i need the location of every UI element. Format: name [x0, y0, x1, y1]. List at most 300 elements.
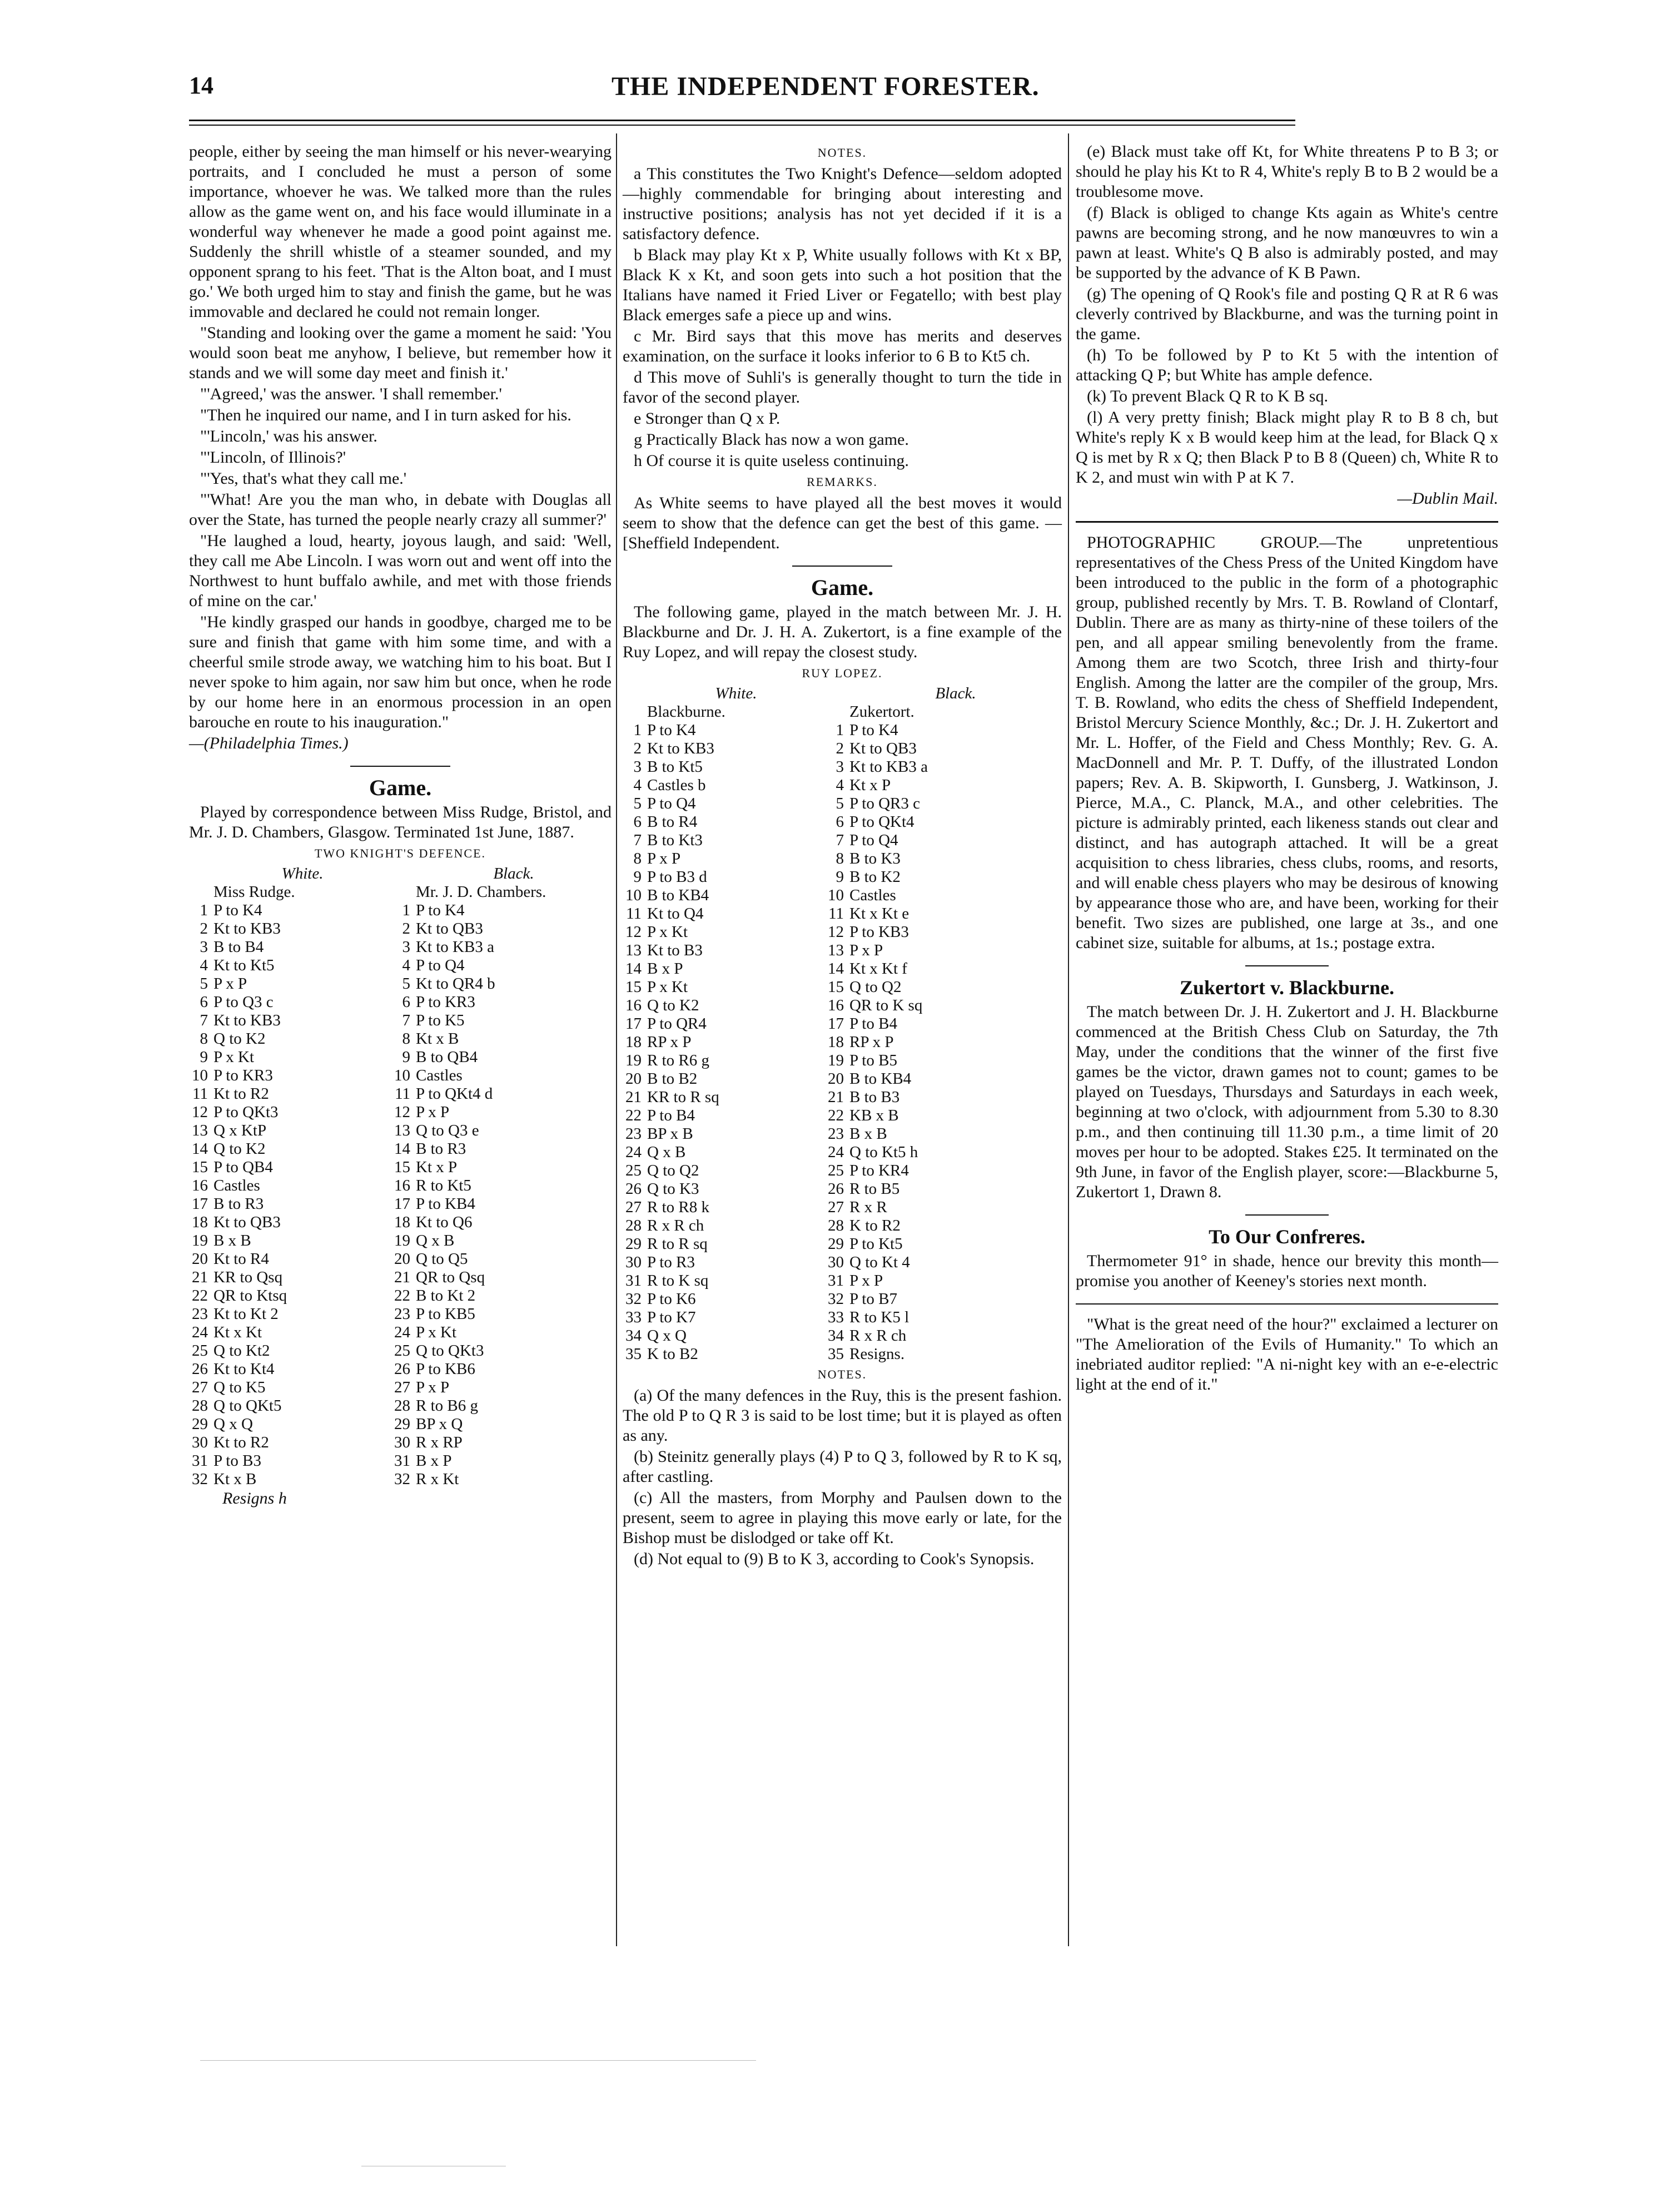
move-number: 18: [394, 1213, 410, 1231]
move-row: [623, 905, 1062, 923]
move-number: 1: [836, 721, 844, 739]
lincoln-story-para-4: "Then he inquired our name, and I in turn asked for his.: [200, 406, 571, 424]
move-number: 29: [828, 1235, 844, 1253]
black-move: Q to QKt3: [416, 1342, 484, 1360]
move-number: 33: [828, 1308, 844, 1326]
black-move: P x P: [416, 1378, 450, 1396]
lincoln-story-para-8: "'What! Are you the man who, in debate with Douglas all over the State, has turned the people nearly crazy all summer?': [189, 490, 612, 529]
white-move: Kt to Kt4: [213, 1360, 275, 1378]
note-e: e Stronger than Q x P.: [634, 409, 781, 428]
note-c: c Mr. Bird says that this move has merits and deserves examination, on the surface it looks inferior to 6 B to Kt5 ch.: [623, 327, 1062, 365]
move-number: 27: [828, 1198, 844, 1216]
faint-scan-line: [200, 2060, 756, 2061]
black-move: Q to Q2: [849, 978, 902, 996]
move-row: [623, 868, 1062, 886]
black-move: P to K4: [416, 901, 465, 919]
game-1-result: Resigns h: [222, 1489, 287, 1507]
white-move: B to R3: [213, 1195, 264, 1213]
move-row: [623, 1162, 1062, 1180]
move-number: 17: [394, 1195, 410, 1213]
move-number: 24: [828, 1143, 844, 1161]
section-rule: [792, 566, 892, 567]
white-move: Kt to Q4: [647, 905, 704, 923]
white-move: B to Kt3: [647, 831, 703, 849]
header-rule-top: [189, 120, 1295, 121]
white-move: P x Kt: [647, 978, 688, 996]
black-move: B x B: [849, 1125, 887, 1143]
ruy-note-h: (h) To be followed by P to Kt 5 with the intention of attacking Q P; but White has ample defence.: [1076, 346, 1498, 384]
note-b: b Black may play Kt x P, White usually follows with Kt x BP, Black K x Kt, and soon gets into such a hot position that the Italians have named it Fried Liver or Fegatello; with best play Black emerges safe a piece up and wins.: [623, 246, 1062, 324]
white-move: B to KB4: [647, 886, 709, 904]
move-row: [189, 1323, 612, 1342]
black-move: R x R: [849, 1198, 887, 1216]
black-move: B to Kt 2: [416, 1287, 476, 1305]
move-number: 12: [394, 1103, 410, 1121]
move-number: 8: [836, 850, 844, 867]
move-row: [623, 1290, 1062, 1308]
white-move: KR to R sq: [647, 1088, 719, 1106]
lincoln-story-para-7: "'Yes, that's what they call me.': [200, 469, 407, 488]
black-move: P to Kt5: [849, 1235, 903, 1253]
move-row: [623, 1033, 1062, 1052]
move-number: 19: [192, 1232, 208, 1249]
move-row: [623, 1125, 1062, 1143]
game-2-moves: [623, 685, 1062, 1363]
move-number: 18: [192, 1213, 208, 1231]
black-move: QR to Qsq: [416, 1268, 485, 1286]
black-move: R x R ch: [849, 1327, 907, 1345]
lincoln-story-para-6: "'Lincoln, of Illinois?': [200, 448, 346, 467]
white-move: Kt to KB3: [647, 740, 714, 757]
section-rule: [1076, 1303, 1498, 1305]
lincoln-story-para-10: "He kindly grasped our hands in goodbye, charged me to be sure and finish that game with him some time, and with a cheerful smile strode away, we watching him to his boat. But I never spoke to him again, nor saw him but once, when he rode by our home here in an enormous procession in an open barouche en route to his inauguration.": [189, 613, 612, 731]
move-number: 24: [625, 1143, 642, 1161]
black-move: Kt to QB3: [849, 740, 917, 757]
black-move: P to KB3: [849, 923, 909, 941]
move-number: 28: [192, 1397, 208, 1415]
black-label: Black.: [935, 685, 976, 702]
note-g: g Practically Black has now a won game.: [634, 430, 909, 449]
move-row: [623, 886, 1062, 905]
black-move: Castles: [416, 1067, 463, 1084]
move-number: 33: [625, 1308, 642, 1326]
game-2-opening: RUY LOPEZ.: [802, 666, 883, 680]
move-row: [623, 1345, 1062, 1363]
header-rule-bottom: [189, 125, 1295, 126]
move-number: 7: [633, 831, 642, 849]
black-move: P to B7: [849, 1290, 897, 1308]
move-row: [189, 1067, 612, 1085]
move-row: [189, 938, 612, 956]
move-number: 31: [192, 1452, 208, 1470]
move-number: 14: [394, 1140, 410, 1158]
white-move: P to B4: [647, 1107, 695, 1124]
move-number: 13: [625, 941, 642, 959]
move-number: 34: [625, 1327, 642, 1345]
white-move: P to Q3 c: [213, 993, 274, 1011]
white-move: Kt to Kt 2: [213, 1305, 279, 1323]
move-row: [623, 1143, 1062, 1162]
white-move: Q x Q: [647, 1327, 687, 1345]
move-number: 2: [836, 740, 844, 757]
move-number: 4: [402, 956, 410, 974]
move-number: 23: [828, 1125, 844, 1143]
move-number: 17: [625, 1015, 642, 1033]
black-move: B to QB4: [416, 1048, 478, 1066]
black-move: Kt to KB3 a: [416, 938, 494, 956]
move-number: 5: [200, 975, 208, 993]
move-row: [189, 1085, 612, 1103]
move-number: 25: [394, 1342, 410, 1360]
move-number: 20: [192, 1250, 208, 1268]
move-number: 27: [192, 1378, 208, 1396]
move-number: 18: [625, 1033, 642, 1051]
column-divider-1: [616, 133, 617, 1946]
move-number: 14: [625, 960, 642, 978]
move-number: 28: [828, 1217, 844, 1234]
white-move: P to QR4: [647, 1015, 707, 1033]
remarks-text: As White seems to have played all the best moves it would seem to show that the defence can get the best of this game. —[Sheffield Independent.: [623, 494, 1062, 552]
move-number: 29: [192, 1415, 208, 1433]
move-row: [189, 1122, 612, 1140]
move-number: 22: [192, 1287, 208, 1305]
white-move: RP x P: [647, 1033, 692, 1051]
black-move: BP x Q: [416, 1415, 463, 1433]
photographic-group-para: PHOTOGRAPHIC GROUP.—The unpretentious representatives of the Chess Press of the United Kingdom have been introduced to the public in the form of a photographic group, published recently by Mrs. T. B. Rowland of Clontarf, Dublin. There are as many as thirty-nine of these toilers of the pen, and all appear smiling benevolently from the frame. Among them are two Scotch, three Irish and thirty-four English. Among the latter are the compiler of the group, Mrs. T. B. Rowland, who edits the chess of Sheffield Independent, Bristol Mercury Science Monthly, &c.; Dr. J. H. Zukertort and Mr. L. Hoffer, of the Field and Chess Monthly; Rev. G. A. MacDonnell and Mr. P. T. Duffy, of the illustrated London papers; Rev. A. B. Skipworth, I. Gunsberg, J. Watkinson, J. Pierce, M.A., C. Planck, M.A., and other celebrities. The picture is admirably printed, each likeness stands out clear and distinct, and has autograph attached. It will be a great acquisition to chess libraries, chess clubs, rooms, and resorts, and will enable chess players who may be desirous of knowing by appearance those who are, and have been, working for their benefit. Two sizes are published, one large at 3s., and one cabinet size, suitable for albums, at 1s.; postage extra.: [1076, 533, 1498, 952]
game-2-player-row: [623, 703, 1062, 721]
ruy-note-b: (b) Steinitz generally plays (4) P to Q 3, followed by R to K sq, after castling.: [623, 1447, 1062, 1486]
game-1-label-row: [189, 865, 612, 883]
move-number: 15: [828, 978, 844, 996]
white-label: White.: [715, 685, 757, 702]
move-number: 4: [633, 776, 642, 794]
black-move: K to R2: [849, 1217, 901, 1234]
move-number: 1: [402, 901, 410, 919]
move-number: 3: [200, 938, 208, 956]
move-row: [189, 1158, 612, 1177]
black-move: P to K5: [416, 1011, 465, 1029]
move-number: 2: [402, 920, 410, 938]
white-move: BP x B: [647, 1125, 693, 1143]
white-move: Castles: [213, 1177, 260, 1194]
move-row: [623, 1088, 1062, 1107]
white-move: P to QB4: [213, 1158, 273, 1176]
game-2-label-row: [623, 685, 1062, 703]
lincoln-story-para-2: "Standing and looking over the game a moment he said: 'You would soon beat me anyhow, I believe, but remember how it stands and we will some day meet and finish it.': [189, 324, 612, 382]
black-move: B x P: [416, 1452, 452, 1470]
white-move: P to QKt3: [213, 1103, 279, 1121]
white-move: Q x B: [647, 1143, 686, 1161]
white-player: Blackburne.: [647, 703, 725, 721]
white-move: P to B3: [213, 1452, 261, 1470]
white-move: Q to Kt2: [213, 1342, 270, 1360]
move-row: [189, 1452, 612, 1470]
white-move: B x B: [213, 1232, 251, 1249]
game-1-opening: TWO KNIGHT'S DEFENCE.: [314, 846, 486, 860]
move-number: 25: [828, 1162, 844, 1179]
lincoln-story-para-1: people, either by seeing the man himself or his never-wearying portraits, and I concluded he must a person of some importance, whoever he was. We talked more than the rules allow as the game went on, and his face would illuminate in a wonderful way whenever he made a good point against me. Suddenly the shrill whistle of a steamer sounded, and my opponent sprang to his feet. 'That is the Alton boat, and I must go.' We both urged him to stay and finish the game, but he was immovable and declared he could not remain longer.: [189, 142, 612, 321]
white-move: B to B4: [213, 938, 264, 956]
move-row: [189, 1232, 612, 1250]
white-move: Kt x B: [213, 1470, 257, 1488]
move-number: 13: [394, 1122, 410, 1139]
move-number: 31: [828, 1272, 844, 1289]
white-move: QR to Ktsq: [213, 1287, 287, 1305]
move-row: [189, 1305, 612, 1323]
white-player: Miss Rudge.: [213, 883, 295, 901]
white-move: KR to Qsq: [213, 1268, 283, 1286]
move-number: 22: [394, 1287, 410, 1305]
note-a: a This constitutes the Two Knight's Defence—seldom adopted—highly commendable for bringing about interesting and instructive positions; analysis has not yet decided if it is a satisfactory defence.: [623, 165, 1062, 243]
move-number: 24: [394, 1323, 410, 1341]
ruy-note-k: (k) To prevent Black Q R to K B sq.: [1087, 387, 1328, 405]
column-3: [1076, 142, 1498, 1396]
move-number: 10: [394, 1067, 410, 1084]
black-move: P to B5: [849, 1052, 897, 1069]
move-row: [623, 1217, 1062, 1235]
move-number: 35: [828, 1345, 844, 1363]
white-label: White.: [281, 865, 324, 882]
move-number: 21: [192, 1268, 208, 1286]
black-move: B to R3: [416, 1140, 466, 1158]
move-number: 21: [394, 1268, 410, 1286]
move-row: [623, 1180, 1062, 1198]
move-number: 23: [192, 1305, 208, 1323]
move-row: [189, 1470, 612, 1489]
move-number: 6: [633, 813, 642, 831]
black-move: P to B4: [849, 1015, 897, 1033]
move-row: [623, 1015, 1062, 1033]
move-number: 20: [394, 1250, 410, 1268]
move-number: 17: [828, 1015, 844, 1033]
move-number: 3: [402, 938, 410, 956]
move-row: [189, 1103, 612, 1122]
move-number: 25: [192, 1342, 208, 1360]
game-2-moves-table: [623, 685, 1062, 1363]
move-row: [623, 923, 1062, 941]
match-para: The match between Dr. J. H. Zukertort and J. H. Blackburne commenced at the British Chess Club on Saturday, the 7th May, under the conditions that the winner of the first five games be the victor, drawn games not to count; games to be played on Tuesdays, Thursdays and Saturdays in each week, beginning at two o'clock, with adjournment from 5.30 to 8.30 p.m., and then continuing till 11.30 p.m., a time limit of 20 moves per hour to be adopted. Stakes £25. It terminated on the 9th June, in favor of the English player, score:—Blackburne 5, Zukertort 1, Drawn 8.: [1076, 1003, 1498, 1201]
move-number: 15: [394, 1158, 410, 1176]
white-move: R to K sq: [647, 1272, 709, 1289]
move-number: 30: [394, 1434, 410, 1451]
black-move: P to KR3: [416, 993, 475, 1011]
page-number: 14: [189, 72, 213, 99]
move-number: 19: [828, 1052, 844, 1069]
notes-heading-1: NOTES.: [817, 146, 867, 160]
column-divider-2: [1068, 133, 1069, 1946]
move-number: 32: [394, 1470, 410, 1488]
move-number: 6: [200, 993, 208, 1011]
white-move: Q to K2: [213, 1140, 266, 1158]
move-number: 6: [402, 993, 410, 1011]
move-number: 10: [828, 886, 844, 904]
black-move: P x P: [849, 941, 883, 959]
black-move: Kt to Q6: [416, 1213, 473, 1231]
confreres-para: Thermometer 91° in shade, hence our brevity this month—promise you another of Keeney's stories next month.: [1076, 1252, 1498, 1290]
move-row: [623, 1272, 1062, 1290]
move-row: [623, 996, 1062, 1015]
white-move: Q to Q2: [647, 1162, 699, 1179]
black-move: R to K5 l: [849, 1308, 909, 1326]
white-move: Kt to B3: [647, 941, 703, 959]
white-move: Q to K5: [213, 1378, 266, 1396]
white-move: B to R4: [647, 813, 698, 831]
column-1: [189, 142, 612, 1510]
move-row: [189, 1360, 612, 1378]
move-number: 16: [625, 996, 642, 1014]
black-move: P to KB4: [416, 1195, 475, 1213]
move-number: 32: [192, 1470, 208, 1488]
move-row: [623, 1198, 1062, 1217]
ruy-note-a: (a) Of the many defences in the Ruy, this is the present fashion. The old P to Q R 3 is said to be lost time; but it is played as often as any.: [623, 1386, 1062, 1445]
move-number: 8: [633, 850, 642, 867]
black-move: Q to Q3 e: [416, 1122, 479, 1139]
move-row: [189, 1030, 612, 1048]
move-number: 20: [828, 1070, 844, 1088]
move-number: 11: [395, 1085, 410, 1103]
black-move: B to KB4: [849, 1070, 912, 1088]
game-1-player-row: [189, 883, 612, 901]
ruy-note-c: (c) All the masters, from Morphy and Paulsen down to the present, seem to agree in playing this move early or late, for the Bishop must be dislodged or take off Kt.: [623, 1489, 1062, 1547]
game-heading-1: Game.: [369, 775, 432, 800]
move-number: 32: [828, 1290, 844, 1308]
move-number: 21: [828, 1088, 844, 1106]
white-move: P to K4: [647, 721, 696, 739]
move-number: 21: [625, 1088, 642, 1106]
black-move: Q x B: [416, 1232, 455, 1249]
white-move: P to K4: [213, 901, 262, 919]
move-number: 16: [192, 1177, 208, 1194]
white-move: P to R3: [647, 1253, 695, 1271]
white-move: Q x Q: [213, 1415, 253, 1433]
game-1-moves: [189, 865, 612, 1489]
move-number: 13: [192, 1122, 208, 1139]
move-number: 31: [394, 1452, 410, 1470]
move-number: 11: [828, 905, 844, 923]
ruy-note-l: (l) A very pretty finish; Black might play R to B 8 ch, but White's reply K x B would keep him at the lead, for Black Q x Q is met by R x Q; then Black P to B 8 (Queen) ch, White R to K 2, and must win with P at K 7.: [1076, 408, 1498, 487]
move-row: [623, 813, 1062, 831]
move-row: [189, 1177, 612, 1195]
move-row: [189, 1378, 612, 1397]
black-player: Zukertort.: [849, 703, 914, 721]
move-number: 13: [828, 941, 844, 959]
move-number: 16: [828, 996, 844, 1014]
move-number: 4: [200, 956, 208, 974]
move-number: 29: [394, 1415, 410, 1433]
move-number: 9: [836, 868, 844, 886]
black-move: P x Kt: [416, 1323, 457, 1341]
move-number: 15: [192, 1158, 208, 1176]
section-rule: [1245, 1214, 1329, 1216]
move-row: [623, 1107, 1062, 1125]
black-move: P to KB6: [416, 1360, 475, 1378]
black-move: Kt to QB3: [416, 920, 483, 938]
move-row: [623, 941, 1062, 960]
move-number: 30: [192, 1434, 208, 1451]
black-move: R to B5: [849, 1180, 900, 1198]
move-row: [189, 901, 612, 920]
white-move: B to Kt5: [647, 758, 703, 776]
black-move: P x P: [849, 1272, 883, 1289]
move-number: 14: [828, 960, 844, 978]
white-move: P to KR3: [213, 1067, 273, 1084]
section-rule: [350, 766, 450, 767]
move-row: [189, 956, 612, 975]
move-row: [623, 960, 1062, 978]
move-number: 25: [625, 1162, 642, 1179]
move-number: 10: [625, 886, 642, 904]
move-number: 10: [192, 1067, 208, 1084]
move-number: 34: [828, 1327, 844, 1345]
white-move: Kt to QB3: [213, 1213, 281, 1231]
black-move: B to K3: [849, 850, 901, 867]
move-row: [189, 993, 612, 1011]
move-row: [623, 850, 1062, 868]
move-row: [189, 1268, 612, 1287]
lincoln-story-para-3: "'Agreed,' was the answer. 'I shall remember.': [200, 385, 502, 403]
black-move: KB x B: [849, 1107, 899, 1124]
move-number: 18: [828, 1033, 844, 1051]
move-row: [189, 1011, 612, 1030]
white-move: Kt to R2: [213, 1434, 269, 1451]
white-move: B to B2: [647, 1070, 698, 1088]
move-number: 19: [625, 1052, 642, 1069]
move-row: [623, 1308, 1062, 1327]
move-number: 17: [192, 1195, 208, 1213]
ruy-note-e: (e) Black must take off Kt, for White threatens P to B 3; or should he play his Kt to R 4, White's reply B to B 2 would be a troublesome move.: [1076, 142, 1498, 201]
black-move: Kt x B: [416, 1030, 459, 1048]
black-move: B to B3: [849, 1088, 900, 1106]
white-move: K to B2: [647, 1345, 698, 1363]
move-number: 8: [200, 1030, 208, 1048]
move-number: 30: [625, 1253, 642, 1271]
move-row: [189, 920, 612, 938]
move-number: 7: [836, 831, 844, 849]
lincoln-story-para-5: "'Lincoln,' was his answer.: [200, 427, 377, 445]
move-number: 8: [402, 1030, 410, 1048]
ruy-note-f: (f) Black is obliged to change Kts again as White's centre pawns are becoming strong, and he now manœuvres to win a pawn at least. White's Q B also is admirably posted, and may be supported by the advance of K B Pawn.: [1076, 204, 1498, 282]
black-move: P to Q4: [849, 831, 898, 849]
move-row: [189, 1342, 612, 1360]
move-number: 7: [402, 1011, 410, 1029]
white-move: R to R8 k: [647, 1198, 709, 1216]
black-move: P to QKt4: [849, 813, 914, 831]
black-move: Kt to KB3 a: [849, 758, 928, 776]
move-number: 4: [836, 776, 844, 794]
joke-para: "What is the great need of the hour?" exclaimed a lecturer on "The Amelioration of the Evils of Humanity." To which an inebriated auditor replied: "A ni-night key with an e-e-electric light at the end of it.": [1076, 1315, 1498, 1393]
move-number: 12: [192, 1103, 208, 1121]
move-row: [623, 831, 1062, 850]
black-move: QR to K sq: [849, 996, 923, 1014]
move-number: 6: [836, 813, 844, 831]
move-row: [189, 1213, 612, 1232]
black-move: Kt x Kt e: [849, 905, 909, 923]
white-move: Q x KtP: [213, 1122, 267, 1139]
white-move: P to K6: [647, 1290, 696, 1308]
notes-source: —Dublin Mail.: [1397, 489, 1498, 508]
white-move: Kt to Kt5: [213, 956, 275, 974]
black-move: P to QKt4 d: [416, 1085, 493, 1103]
white-move: R to R sq: [647, 1235, 708, 1253]
white-move: P x P: [213, 975, 247, 993]
lincoln-story-para-9: "He laughed a loud, hearty, joyous laugh, and said: 'Well, they call me Abe Lincoln. I was worn out and went off into the Northwest to hunt buffalo awhile, and met with those friends of mine on the car.': [189, 532, 612, 610]
move-number: 35: [625, 1345, 642, 1363]
game-heading-2: Game.: [811, 575, 874, 600]
black-move: Resigns.: [849, 1345, 905, 1363]
black-player: Mr. J. D. Chambers.: [416, 883, 546, 901]
white-move: Kt to KB3: [213, 920, 281, 938]
black-label: Black.: [493, 865, 534, 882]
